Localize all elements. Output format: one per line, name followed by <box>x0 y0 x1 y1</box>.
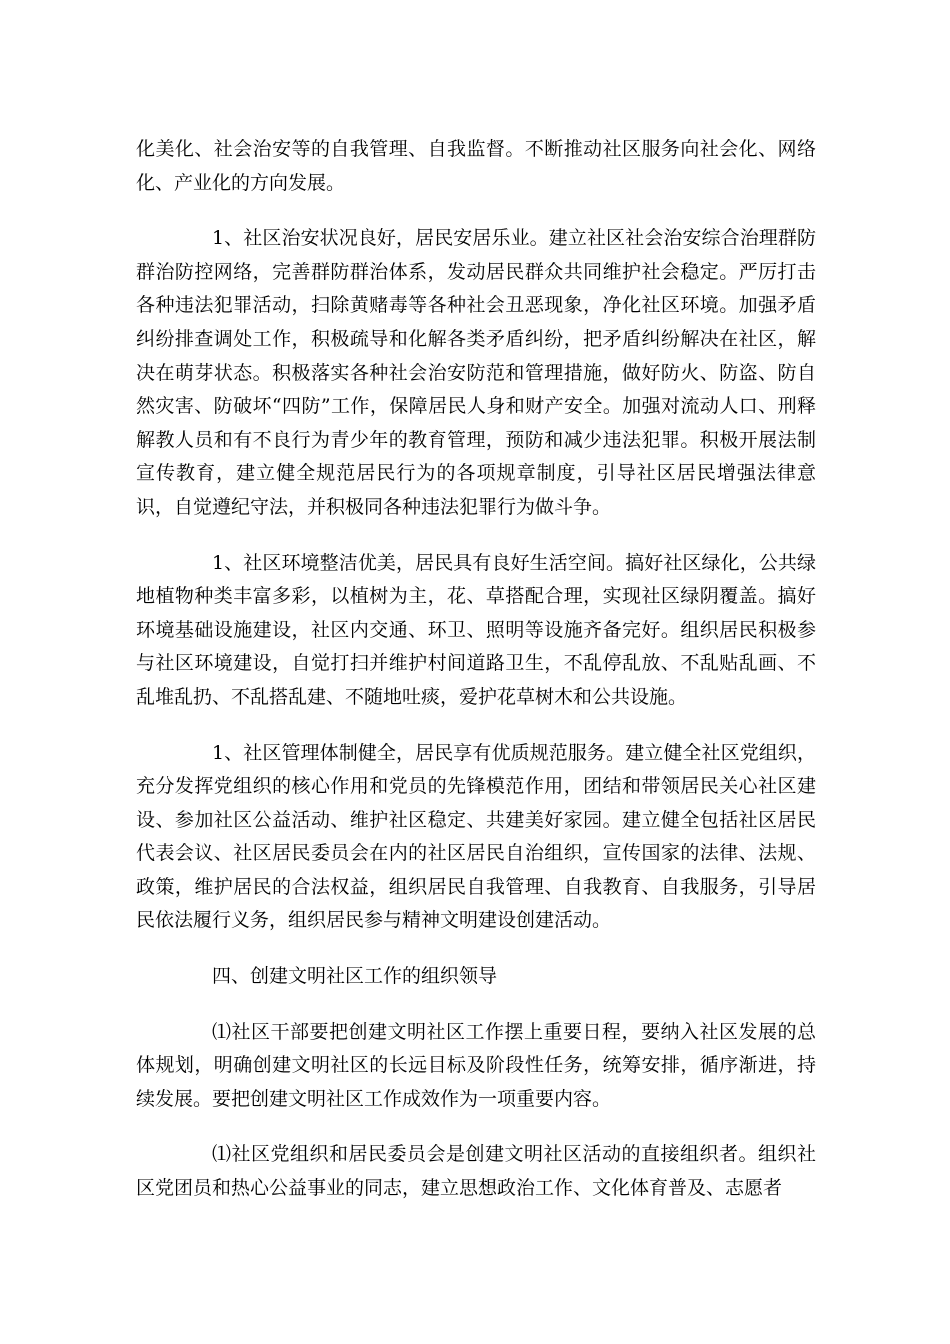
paragraph-party-organization: ⑴社区党组织和居民委员会是创建文明社区活动的直接组织者。组织社区党团员和热心公益事业的同志，建立思想政治工作、文化体育普及、志愿者 <box>136 1143 816 1200</box>
section-heading-organization: 四、创建文明社区工作的组织领导 <box>212 965 498 988</box>
document-body <box>136 133 816 1228</box>
paragraph-management-system: 1、社区管理体制健全，居民享有优质规范服务。建立健全社区党组织，充分发挥党组织的核心作用和党员的先锋模范作用，团结和带领居民关心社区建设、参加社区公益活动、维护社区稳定、共建美好家园。建立健全包括社区居民代表会议、社区居民委员会在内的社区居民自治组织，宣传国家的法律、法规、政策，维护居民的合法权益，组织居民自我管理、自我教育、自我服务，引导居民依法履行义务，组织居民参与精神文明建设创建活动。 <box>136 741 816 932</box>
paragraph-environment: 1、社区环境整洁优美，居民具有良好生活空间。搞好社区绿化，公共绿地植物种类丰富多彩，以植树为主，花、草搭配合理，实现社区绿阴覆盖。搞好环境基础设施建设，社区内交通、环卫、照明等设施齐备完好。组织居民积极参与社区环境建设，自觉打扫并维护村间道路卫生，不乱停乱放、不乱贴乱画、不乱堆乱扔、不乱搭乱建、不随地吐痰，爱护花草树木和公共设施。 <box>136 551 816 708</box>
paragraph-public-security: 1、社区治安状况良好，居民安居乐业。建立社区社会治安综合治理群防群治防控网络，完善群防群治体系，发动居民群众共同维护社会稳定。严厉打击各种违法犯罪活动，扫除黄赌毒等各种社会丑恶现象，净化社区环境。加强矛盾纠纷排查调处工作，积极疏导和化解各类矛盾纠纷，把矛盾纠纷解决在社区，解决在萌芽状态。积极落实各种社会治安防范和管理措施，做好防火、防盗、防自然灾害、防破坏“四防”工作，保障居民人身和财产安全。加强对流动人口、刑释解教人员和有不良行为青少年的教育管理，预防和减少违法犯罪。积极开展法制宣传教育，建立健全规范居民行为的各项规章制度，引导社区居民增强法律意识，自觉遵纪守法，并积极同各种违法犯罪行为做斗争。 <box>136 227 816 518</box>
paragraph-cadre-planning: ⑴社区干部要把创建文明社区工作摆上重要日程，要纳入社区发展的总体规划，明确创建文明社区的长远目标及阶段性任务，统筹安排，循序渐进，持续发展。要把创建文明社区工作成效作为一项重要内容。 <box>136 1020 816 1110</box>
paragraph-continuation: 化美化、社会治安等的自我管理、自我监督。不断推动社区服务向社会化、网络化、产业化的方向发展。 <box>136 138 816 194</box>
